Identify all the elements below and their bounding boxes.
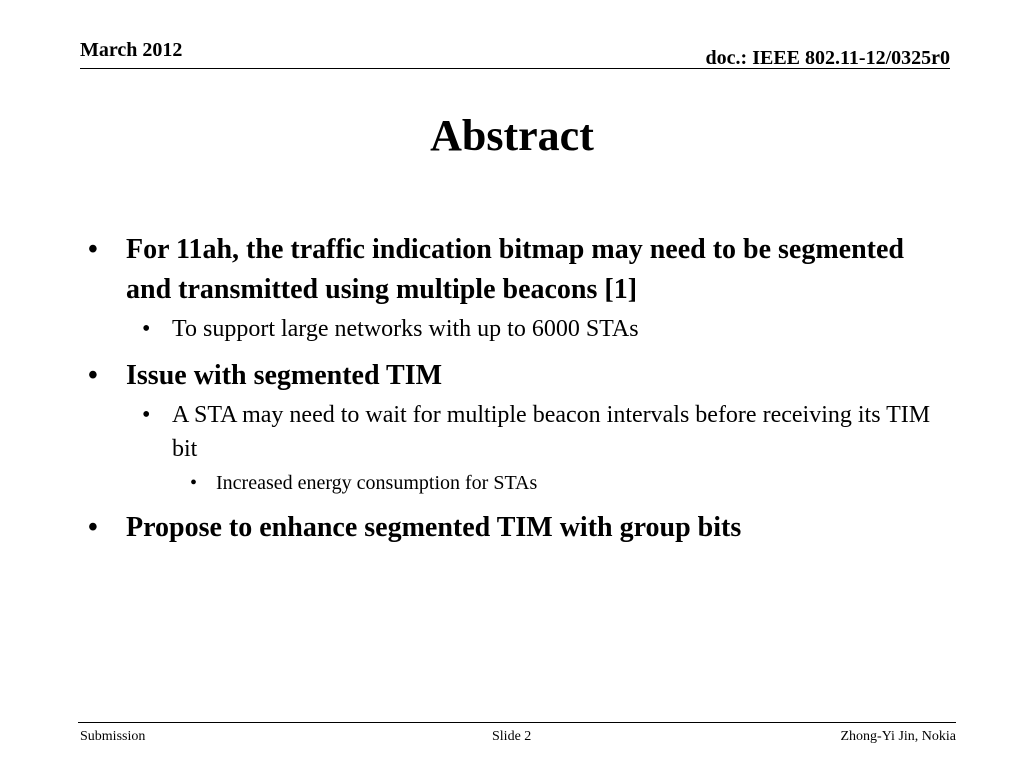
- bullet-text: Issue with segmented TIM: [126, 360, 443, 391]
- bullet-item-level-3: [188, 468, 944, 498]
- footer-divider: [78, 722, 956, 723]
- bullet-item-level-1: [84, 508, 944, 548]
- footer-slide-number: Slide 2: [492, 729, 532, 744]
- bullet-text: Increased energy consumption for STAs: [216, 472, 538, 494]
- header-divider: [80, 68, 950, 69]
- bullet-icon: •: [88, 512, 98, 543]
- header-date: March 2012: [80, 39, 183, 61]
- bullet-text: A STA may need to wait for multiple beacon intervals before receiving its TIM bit: [172, 402, 931, 462]
- bullet-icon: •: [88, 234, 98, 265]
- bullet-item-level-2: [138, 398, 944, 466]
- footer-submission: Submission: [80, 729, 146, 744]
- bullet-icon: •: [88, 360, 98, 391]
- bullet-item-level-1: [84, 356, 944, 396]
- header-doc-id: doc.: IEEE 802.11-12/0325r0: [705, 47, 950, 69]
- bullet-list: [84, 230, 944, 562]
- bullet-icon: •: [142, 316, 151, 342]
- bullet-text: For 11ah, the traffic indication bitmap may need to be segmented and transmitted using multiple beacons [1]: [126, 234, 904, 305]
- bullet-item-level-1: [84, 230, 944, 310]
- bullet-text: Propose to enhance segmented TIM with group bits: [126, 512, 742, 543]
- bullet-icon: •: [142, 402, 151, 428]
- bullet-item-level-2: [138, 312, 944, 346]
- bullet-text: To support large networks with up to 6000 STAs: [172, 316, 639, 342]
- bullet-icon: •: [190, 472, 198, 494]
- footer-author: Zhong-Yi Jin, Nokia: [840, 729, 956, 744]
- slide-title: Abstract: [430, 111, 594, 160]
